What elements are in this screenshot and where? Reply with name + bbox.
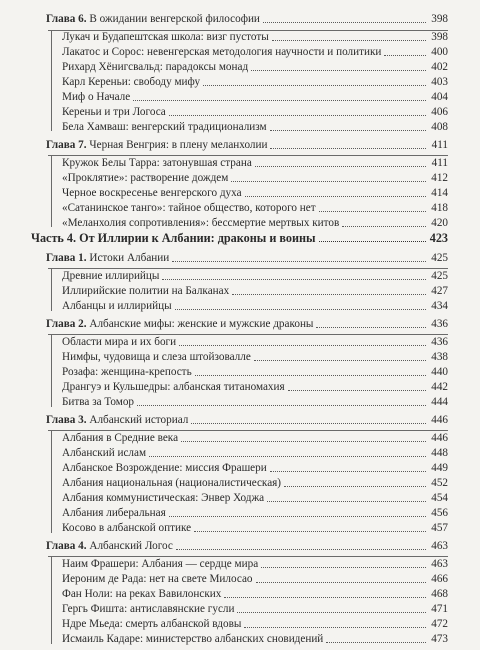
chapter-2-entry[interactable]: [46, 316, 448, 331]
toc-entry[interactable]: Кереньи и три Логоса 406: [62, 106, 448, 118]
dot-leader: [191, 423, 426, 424]
toc-entry[interactable]: Албания в Средние века 446: [62, 432, 448, 444]
toc-entry[interactable]: Албанцы и иллирийцы 434: [62, 300, 448, 312]
chapter-6-entry[interactable]: [46, 11, 448, 26]
chapter-title: Албанский Логос: [89, 540, 173, 552]
chapter-label: Глава 2.: [46, 318, 87, 330]
toc-entry[interactable]: Нимфы, чудовища и слеза штойзовалле 438: [62, 351, 448, 363]
chapter-title: Черная Венгрия: в плену меланхолии: [89, 139, 268, 151]
dot-leader: [316, 327, 426, 328]
dot-leader: [319, 241, 426, 242]
toc-entry[interactable]: Карл Кереньи: свободу мифу 403: [62, 76, 448, 88]
chapter-title: Албанские мифы: женские и мужские драконы: [89, 318, 314, 330]
toc-entry[interactable]: Лукач и Будапештская школа: визг пустоты 398: [62, 31, 448, 43]
toc-entry[interactable]: Албания национальная (националистическая) 452: [62, 477, 448, 489]
page-number: 411: [431, 139, 448, 151]
bracket-line: [51, 556, 52, 644]
toc-entry[interactable]: Битва за Томор 444: [62, 396, 448, 408]
page-number: 436: [431, 318, 448, 330]
bracket-line: [51, 155, 52, 227]
toc-entry[interactable]: Албания либеральная 456: [62, 507, 448, 519]
toc-entry[interactable]: Миф о Начале 404: [62, 91, 448, 103]
chapter-7-entry[interactable]: [46, 137, 448, 152]
bracket-line: [51, 268, 52, 311]
toc-entry[interactable]: Албания коммунистическая: Энвер Ходжа 454: [62, 492, 448, 504]
page-number: 463: [431, 540, 448, 552]
toc-entry[interactable]: Кружок Белы Тарра: затонувшая страна 411: [62, 157, 448, 169]
dot-leader: [176, 549, 426, 550]
chapter-1-entry[interactable]: [46, 250, 448, 265]
part-4-entry[interactable]: [31, 228, 448, 245]
toc-entry[interactable]: Лакатос и Сорос: невенгерская методология научности и политики 400: [62, 46, 448, 58]
dot-leader: [172, 261, 426, 262]
toc-entry[interactable]: Иллирийские политии на Балканах 427: [62, 285, 448, 297]
bracket-line: [51, 430, 52, 533]
toc-entry[interactable]: Фан Ноли: на реках Вавилонских 468: [62, 588, 448, 600]
toc-entry[interactable]: «Проклятие»: растворение дождем 412: [62, 172, 448, 184]
toc-entry[interactable]: «Сатанинское танго»: тайное общество, которого нет 418: [62, 202, 448, 214]
page-number: 423: [429, 231, 448, 245]
dot-leader: [263, 22, 426, 23]
chapter-label: Глава 6.: [46, 13, 87, 25]
toc-entry[interactable]: Розафа: женщина-крепость 440: [62, 366, 448, 378]
chapter-label: Глава 4.: [46, 540, 87, 552]
toc-entry[interactable]: Иероним де Рада: нет на свете Милосао 466: [62, 573, 448, 585]
chapter-label: Глава 7.: [46, 139, 87, 151]
toc-entry[interactable]: Наим Фрашери: Албания — сердце мира 463: [62, 558, 448, 570]
chapter-3-entry[interactable]: [46, 412, 448, 427]
toc-entry[interactable]: «Меланхолия сопротивления»: бессмертие мертвых китов 420: [62, 217, 448, 229]
toc-entry[interactable]: Черное воскресенье венгерского духа 414: [62, 187, 448, 199]
chapter-title: В ожидании венгерской философии: [89, 13, 260, 25]
chapter-title: Истоки Албании: [89, 252, 170, 264]
toc-entry[interactable]: Исмаиль Кадаре: министерство албанских сновидений 473: [62, 633, 448, 645]
part-title: Часть 4. От Иллирии к Албании: драконы и воины: [31, 231, 316, 245]
chapter-title: Албанский историал: [89, 414, 189, 426]
chapter-label: Глава 3.: [46, 414, 87, 426]
page-number: 398: [431, 13, 448, 25]
toc-entry[interactable]: Гергь Фишта: антиславянские гусли 471: [62, 603, 448, 615]
toc-entry[interactable]: Древние иллирийцы 425: [62, 270, 448, 282]
page-number: 425: [431, 252, 448, 264]
toc-entry[interactable]: Ндре Мьеда: смерть албанской вдовы 472: [62, 618, 448, 630]
toc-entry[interactable]: Бела Хамваш: венгерский традиционализм 408: [62, 121, 448, 133]
toc-entry[interactable]: Косово в албанской оптике 457: [62, 522, 448, 534]
dot-leader: [270, 148, 426, 149]
bracket-line: [51, 30, 52, 131]
toc-entry[interactable]: Области мира и их боги 436: [62, 336, 448, 348]
toc-entry[interactable]: Рихард Хёнигсвальд: парадоксы монад 402: [62, 61, 448, 73]
toc-entry[interactable]: Албанское Возрождение: миссия Фрашери 449: [62, 462, 448, 474]
chapter-label: Глава 1.: [46, 252, 87, 264]
chapter-4-entry[interactable]: [46, 538, 448, 553]
bracket-line: [51, 334, 52, 407]
page-number: 446: [431, 414, 448, 426]
toc-entry[interactable]: Албанский ислам 448: [62, 447, 448, 459]
toc-entry[interactable]: Дрангуэ и Кульшедры: албанская титаномахия 442: [62, 381, 448, 393]
